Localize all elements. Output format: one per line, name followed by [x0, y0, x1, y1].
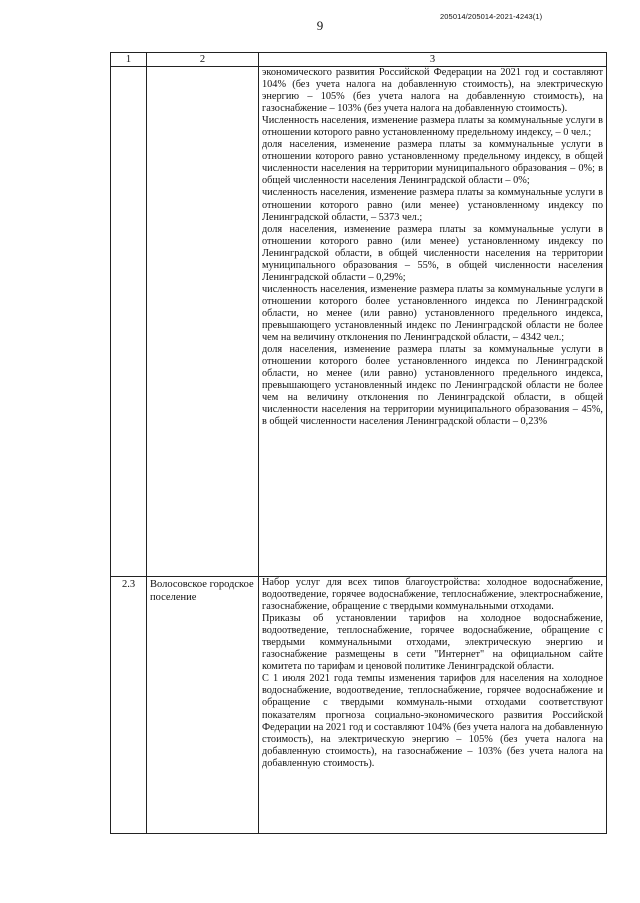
paragraph: Численность населения, изменение размера платы за коммунальные услуги в отношении которого равно установленному предельному индексу, – 0 чел.; [262, 115, 603, 139]
row-number: 2.3 [111, 577, 147, 834]
settlement-name: Волосовское городское поселение [147, 577, 259, 834]
page-number: 9 [316, 18, 324, 33]
tariff-table [110, 52, 607, 834]
table-header-row [111, 53, 607, 67]
paragraph: численность населения, изменение размера платы за коммунальные услуги в отношении которого равно (или менее) установленному индексу по Ленинградской области, – 5373 чел.; [262, 187, 603, 223]
paragraph: Набор услуг для всех типов благоустройства: холодное водоснабжение, водоотведение, горячее водоснабжение, теплоснабжение, электроснабжение, газоснабжение, обращение с твердыми коммунальными отходами. [262, 577, 603, 613]
header-col-2: 2 [147, 53, 259, 67]
header-col-3: 3 [259, 53, 607, 67]
header-col-1: 1 [111, 53, 147, 67]
row-number [111, 67, 147, 577]
paragraph: численность населения, изменение размера платы за коммунальные услуги в отношении которого более установленного индекса по Ленинградской области, но менее (или равно) установленного предельного индекса, превышающего установленный индекс по Ленинградской области не более чем на величину отклонения по Ленинградской области, – 4342 чел.; [262, 283, 603, 344]
paragraph: Приказы об установлении тарифов на холодное водоснабжение, водоотведение, теплоснабжение, горячее водоснабжение, обращение с твердыми коммунальными отходами, электрическую энергию и газоснабжение размещены в сети "Интернет" на официальном сайте комитета по тарифам и ценовой политике Ленинградской области. [262, 613, 603, 673]
row-description [259, 577, 607, 834]
table-row-continued [111, 67, 607, 577]
paragraph: экономического развития Российской Федерации на 2021 год и составляют 104% (без учета налога на добавленную стоимость), на электрическую энергию – 105% (без учета налога на добавленную стоимость), на газоснабжение – 103% (без учета налога на добавленную стоимость). [262, 67, 603, 115]
paragraph: доля населения, изменение размера платы за коммунальные услуги в отношении которого равно (или менее) установленному индексу по Ленинградской области, в общей численности населения на территории муниципального образования – 55%, в общей численности населения Ленинградской области – 0,29%; [262, 223, 603, 283]
paragraph: доля населения, изменение размера платы за коммунальные услуги в отношении которого более установленного индекса по Ленинградской области, но менее (или равно) установленного предельного индекса, превышающего установленный индекс по Ленинградской области не более чем на величину отклонения по Ленинградской области, в общей численности населения на территории муниципального образования – 45%, в общей численности населения Ленинградской области – 0,23% [262, 344, 603, 428]
settlement-name [147, 67, 259, 577]
paragraph: доля населения, изменение размера платы за коммунальные услуги в отношении которого равно установленному предельному индексу, в общей численности населения на территории муниципального образования – 0%; в общей численности населения Ленинградской области – 0%; [262, 139, 603, 187]
document-id: 205014/205014-2021-4243(1) [440, 12, 543, 21]
row-description [259, 67, 607, 577]
table-row-2-3 [111, 577, 607, 834]
paragraph: С 1 июля 2021 года темпы изменения тарифов для населения на холодное водоснабжение, водоотведение, теплоснабжение, горячее водоснабжение и обращение с твердыми коммуналь-ными отходами соответствуют показателям прогноза социально-экономического развития Российской Федерации на 2021 год и составляют 104% (без учета налога на добавленную стоимость), на электрическую энергию – 105% (без учета налога на добавленную стоимость), на газоснабжение – 103% (без учета налога на добавленную стоимость). [262, 673, 603, 769]
